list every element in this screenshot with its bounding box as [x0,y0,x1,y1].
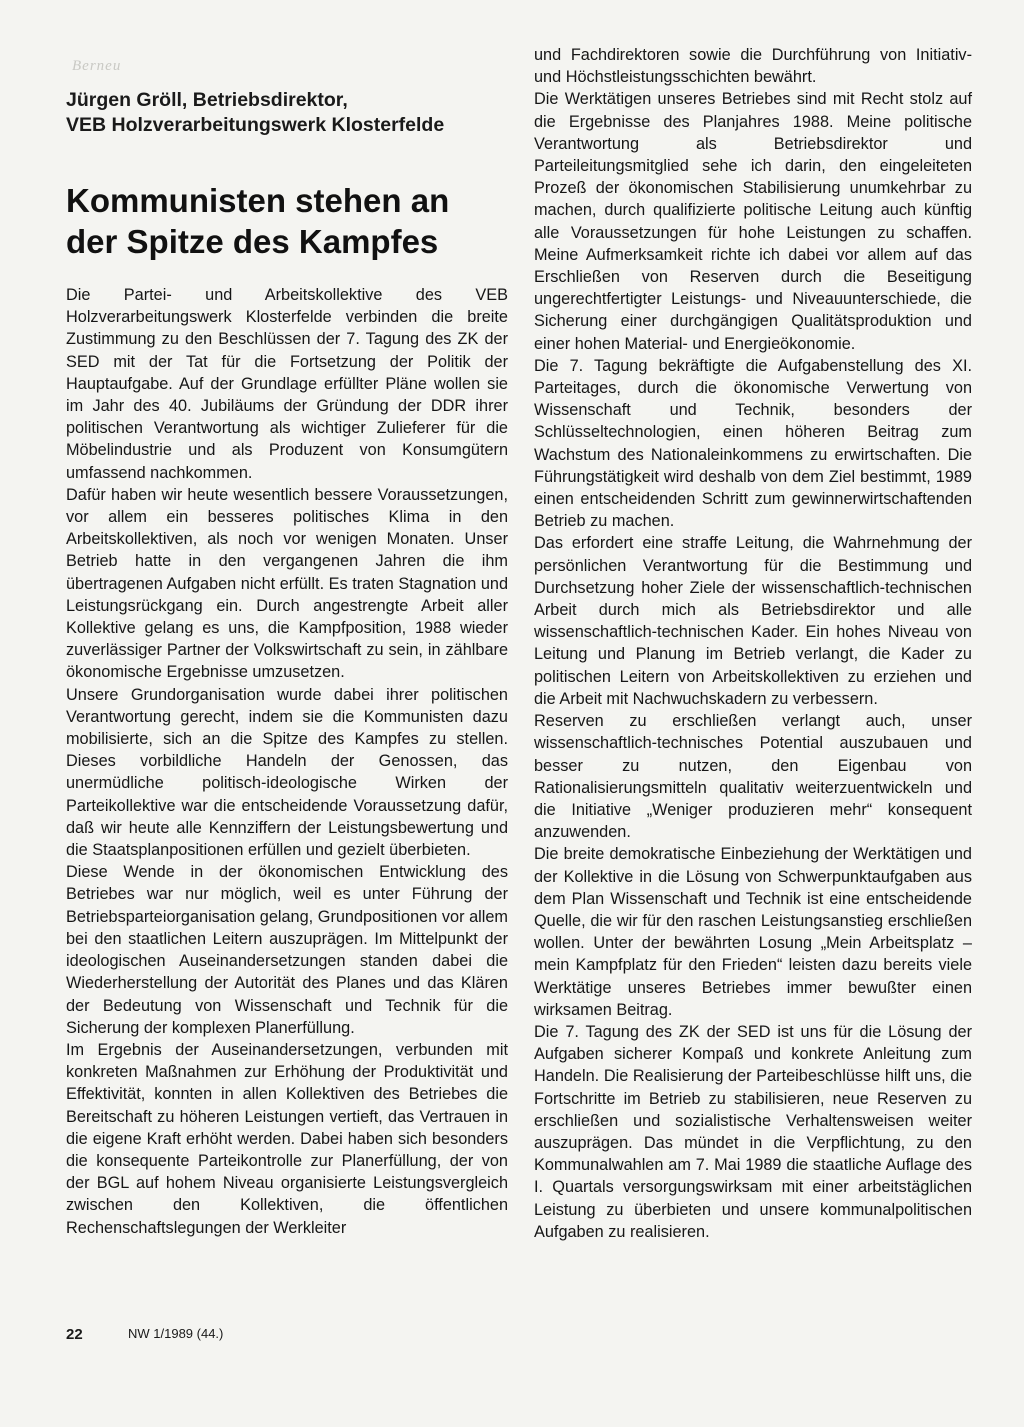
paragraph: Die 7. Tagung bekräftigte die Aufgabenstellung des XI. Parteitages, durch die ökonomische Verwertung von Wissenschaft und Technik, besonders der Schlüsseltechnologien, einen höheren Beitrag zum Wachstum des Nationaleinkommens zu erwirtschaften. Die Führungstätigkeit wird deshalb von dem Ziel bestimmt, 1989 einen entscheidenden Schritt zum gewinnerwirtschaftenden Betrieb zu machen. [534,356,972,531]
paragraph: Im Ergebnis der Auseinandersetzungen, verbunden mit konkreten Maßnahmen zur Erhöhung der Produktivität und Effektivität, konnten in allen Kollektiven des Betriebes die Bereitschaft zu höheren Leistungen vertieft, das Vertrauen in die eigene Kraft erhöht werden. Dabei haben sich besonders die konsequente Parteikontrolle zur Planerfüllung, der von der BGL auf hohem Niveau organisierte Leistungsvergleich zwischen den Kollektiven, die öffentlichen Rechenschaftslegungen der Werkleiter [66,1040,508,1237]
right-column [534,44,972,1243]
paragraph: Die breite demokratische Einbeziehung der Werktätigen und der Kollektive in die Lösung von Schwerpunktaufgaben aus dem Plan Wissenschaft und Technik ist eine entscheidende Quelle, die wir für den raschen Leistungsanstieg erschließen wollen. Unter der bewährten Losung „Mein Arbeitsplatz – mein Kampfplatz für den Frieden“ leisten dazu bereits viele Werktätige unseres Betriebes immer bewußter einen wirksamen Beitrag. [534,845,972,1019]
paragraph: Die 7. Tagung des ZK der SED ist uns für die Lösung der Aufgaben sicherer Kompaß und konkrete Anleitung zum Handeln. Die Realisierung der Parteibeschlüsse hilft uns, die Fortschritte im Betrieb zu stabilisieren, neue Reserven zu erschließen und sozialistische Verhaltensweisen weiter auszuprägen. Das mündet in die Verpflichtung, zu den Kommunalwahlen am 7. Mai 1989 die staatliche Auflage des I. Quartals versorgungswirksam mit einer arbeitstäglichen Leistung zu überbieten und unsere kommunalpolitischen Aufgaben zu realisieren. [534,1022,972,1241]
faint-stamp-text: Berneu [72,58,122,74]
page-number: 22 [66,1326,83,1343]
paragraph: Die Werktätigen unseres Betriebes sind mit Recht stolz auf die Ergebnisse des Planjahres 1988. Meine politische Verantwortung als Betriebsdirektor und Parteileitungsmitglied sehe ich darin, den eingeleiteten Prozeß der ökonomischen Stabilisierung unumkehrbar zu machen, durch qualifizierte politische Leitung auch künftig alle Voraussetzungen für hohe Leistungen zu schaffen. Meine Aufmerksamkeit richte ich dabei vor allem auf das Erschließen von Reserven durch die Beseitigung ungerechtfertigter Leistungs- und Niveauunterschiede, die Sicherung einer durchgängigen Qualitätsproduktion und einer hohen Material- und Energieökonomie. [534,90,972,353]
issue-label: NW 1/1989 (44.) [128,1326,224,1341]
author-line-1: Jürgen Gröll, Betriebsdirektor, [66,89,348,111]
paragraph: Diese Wende in der ökonomischen Entwicklung des Betriebes war nur möglich, weil es unter Führung der Betriebsparteiorganisation gelang, Grundpositionen vor allem bei den staatlichen Leitern auszuprägen. Im Mittelpunkt der ideologischen Auseinandersetzungen standen dabei die Wiederherstellung der Autorität des Planes und das Klären der Bedeutung von Wissenschaft und Technik für die Sicherung der komplexen Planerfüllung. [66,863,508,1037]
paragraph: Unsere Grundorganisation wurde dabei ihrer politischen Verantwortung gerecht, indem sie die Kommunisten dazu mobilisierte, sich an die Spitze des Kampfes zu stellen. Dieses vorbildliche Handeln der Genossen, das unermüdliche politisch-ideologische Wirken der Parteikollektive war die entscheidende Voraussetzung dafür, daß wir heute alle Kennziffern der Leistungsbewertung und die Staatsplanpositionen erfüllen und gezielt überbieten. [66,685,508,860]
paragraph: Die Partei- und Arbeitskollektive des VEB Holzverarbeitungswerk Klosterfelde verbinden die breite Zustimmung zu den Beschlüssen der 7. Tagung des ZK der SED mit der Tat für die Fortsetzung der Politik der Hauptaufgabe. Auf der Grundlage erfüllter Pläne wollen sie im Jahr des 40. Jubiläums der Gründung der DDR ihrer politischen Verantwortung als wichtiger Zulieferer für die Möbelindustrie und als Produzent von Konsumgütern umfassend nachkommen. [66,286,508,482]
headline-line-1: Kommunisten stehen an [66,182,450,219]
paragraph: und Fachdirektoren sowie die Durchführung von Initiativ- und Höchstleistungsschichten bewährt. [534,46,972,87]
article-headline [66,180,496,262]
author-line-2: VEB Holzverarbeitungswerk Klosterfelde [66,114,445,136]
author-byline [66,88,526,138]
paragraph: Dafür haben wir heute wesentlich bessere Voraussetzungen, vor allem ein besseres politisches Klima in den Arbeitskollektiven, als noch vor wenigen Monaten. Unser Betrieb hatte in den vergangenen Jahren die ihm übertragenen Aufgaben nicht erfüllt. Es traten Stagnation und Leistungsrückgang ein. Durch angestrengte Arbeit aller Kollektive gelang es uns, die Kampfposition, 1988 wieder zuverlässiger Partner der Volkswirtschaft zu sein, in zählbare ökonomische Ergebnisse umzusetzen. [66,485,508,682]
left-column [66,284,508,1239]
paragraph: Reserven zu erschließen verlangt auch, unser wissenschaftlich-technisches Potential auszubauen und besser zu nutzen, den Eigenbau von Rationalisierungsmitteln qualitativ weiterzuentwickeln und die Initiative „Weniger produzieren mehr“ konsequent anzuwenden. [534,712,972,842]
paragraph: Das erfordert eine straffe Leitung, die Wahrnehmung der persönlichen Verantwortung für die Bestimmung und Durchsetzung hoher Ziele der wissenschaftlich-technischen Arbeit durch mich als Betriebsdirektor und alle wissenschaftlich-technischen Kader. Ein hohes Niveau von Leitung und Planung im Betrieb verlangt, die Kader zu politischen Leitern von Arbeitskollektiven zu erziehen und die Arbeit mit Nachwuchskadern zu verbessern. [534,534,972,708]
headline-line-2: der Spitze des Kampfes [66,223,439,260]
